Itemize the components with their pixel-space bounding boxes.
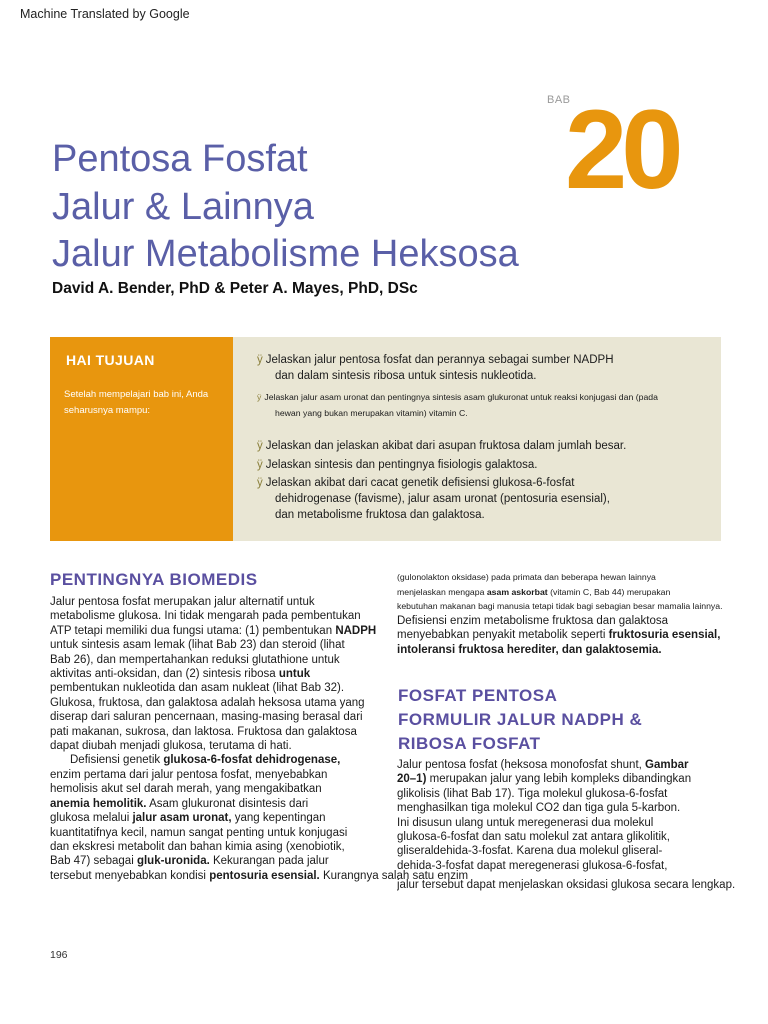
chapter-label: BAB (547, 94, 571, 106)
objective-text: Jelaskan dan jelaskan akibat dari asupan fruktosa dalam jumlah besar. (265, 440, 627, 452)
objective-item (257, 457, 537, 473)
right-column-body: Jalur pentosa fosfat (heksosa monofosfat shunt, Gambar 20–1) merupakan jalur yang lebih kompleks dibandingkan glikolisis (lihat Bab 17). Tiga molekul glukosa-6-fosfat menghasilkan tiga molekul CO2 dan tiga gula 5-karbon. Ini disusun ulang untuk meregenerasi dua molekul glukosa-6-fosfat dan satu molekul zat antara glikolitik, gliseraldehida-3-fosfat. Karena dua molekul gliseral- dehida-3-fosfat dapat meregenerasi glukosa-6-fosfat, (397, 759, 692, 872)
page-number: 196 (50, 949, 68, 961)
chapter-number: 20 (565, 87, 678, 212)
bullet-icon: ÿ (257, 354, 263, 366)
objective-text: dan metabolisme fruktosa dan galaktosa. (275, 509, 485, 521)
left-column-body: Jalur pentosa fosfat merupakan jalur alternatif untuk metabolisme glukosa. Ini tidak mengarah pada pembentukan ATP tetapi memiliki dua fungsi utama: (1) pembentukan NADPH untuk sintesis asam lemak (lihat Bab 23) dan steroid (lihat Bab 26), dan mempertahankan reduksi glutathione untuk aktivitas anti-oksidan, dan (2) sintesis ribosa untuk pembentukan nukleotida dan asam nukleat (lihat Bab 32). Glukosa, fruktosa, dan galaktosa adalah heksosa utama yang diserap dari saluran pencernaan, masing-masing berasal dari pati makanan, sukrosa, dan laktosa. Fruktosa dan galaktosa dapat diubah menjadi glukosa, terutama di hati. Defisiensi genetik glukosa-6-fosfat dehidrogenase, enzim pertama dari jalur pentosa fosfat, menyebabkan hemolisis akut sel darah merah, yang mengakibatkan anemia hemolitik. Asam glukuronat disintesis dari glukosa melalui jalur asam uronat, yang kepentingan kuantitatifnya kecil, namun sangat penting untuk konjugasi dan ekskresi metabolit dan bahan kimia asing (xenobiotik, Bab 47) sebagai gluk-uronida. Kekurangan pada jalur tersebut menyebabkan kondisi pentosuria esensial. Kurangnya salah satu enzim (50, 596, 469, 882)
chapter-title-line-3: Jalur Metabolisme Heksosa (52, 233, 519, 275)
objective-text: Jelaskan jalur pentosa fosfat dan perannya sebagai sumber NADPH (265, 354, 614, 366)
authors: David A. Bender, PhD & Peter A. Mayes, PhD, DSc (52, 280, 418, 297)
section-heading-pentose-line-3: RIBOSA FOSFAT (398, 734, 541, 753)
chapter-title-line-2: Jalur & Lainnya (52, 186, 314, 228)
right-column-intro: Defisiensi enzim metabolisme fruktosa dan galaktosa menyebabkan penyakit metabolik seperti fruktosuria esensial, intoleransi fruktosa herediter, dan galaktosemia. (397, 615, 721, 656)
bullet-icon: ÿ (257, 477, 263, 489)
objective-text: dan dalam sintesis ribosa untuk sintesis nukleotida. (275, 370, 537, 382)
objective-text: Jelaskan sintesis dan pentingnya fisiologis galaktosa. (265, 459, 538, 471)
section-heading-biomedical: PENTINGNYA BIOMEDIS (50, 570, 258, 589)
objective-item (257, 389, 658, 421)
objective-text: hewan yang bukan merupakan vitamin) vitamin C. (275, 408, 468, 418)
chapter-title-line-1: Pentosa Fosfat (52, 138, 308, 180)
objective-item (257, 352, 614, 384)
right-column-small-text: (gulonolakton oksidase) pada primata dan beberapa hewan lainnya menjelaskan mengapa asam askorbat (vitamin C, Bab 44) merupakan kebutuhan makanan bagi manusia tetapi tidak bagi sebagian besar mamalia lainnya. (397, 572, 723, 611)
objective-item (257, 475, 610, 523)
machine-translated-note: Machine Translated by Google (20, 7, 190, 21)
bullet-icon: ÿ (257, 392, 262, 402)
bullet-icon: ÿ (257, 440, 263, 452)
objective-text: Jelaskan jalur asam uronat dan pentingnya sintesis asam glukuronat untuk reaksi konjugasi dan (pada (264, 392, 658, 402)
objective-text: dehidrogenase (favisme), jalur asam uronat (pentosuria esensial), (275, 493, 610, 505)
objectives-heading: HAI TUJUAN (66, 352, 155, 368)
section-heading-pentose-line-2: FORMULIR JALUR NADPH & (398, 710, 643, 729)
section-heading-pentose-line-1: FOSFAT PENTOSA (398, 686, 558, 705)
objective-item (257, 438, 626, 454)
right-column-last-line: jalur tersebut dapat menjelaskan oksidasi glukosa secara lengkap. (397, 879, 736, 891)
bullet-icon: ÿ (257, 459, 263, 471)
objective-text: Jelaskan akibat dari cacat genetik defisiensi glukosa-6-fosfat (265, 477, 575, 489)
objectives-intro: Setelah mempelajari bab ini, Anda seharusnya mampu: (64, 389, 209, 416)
